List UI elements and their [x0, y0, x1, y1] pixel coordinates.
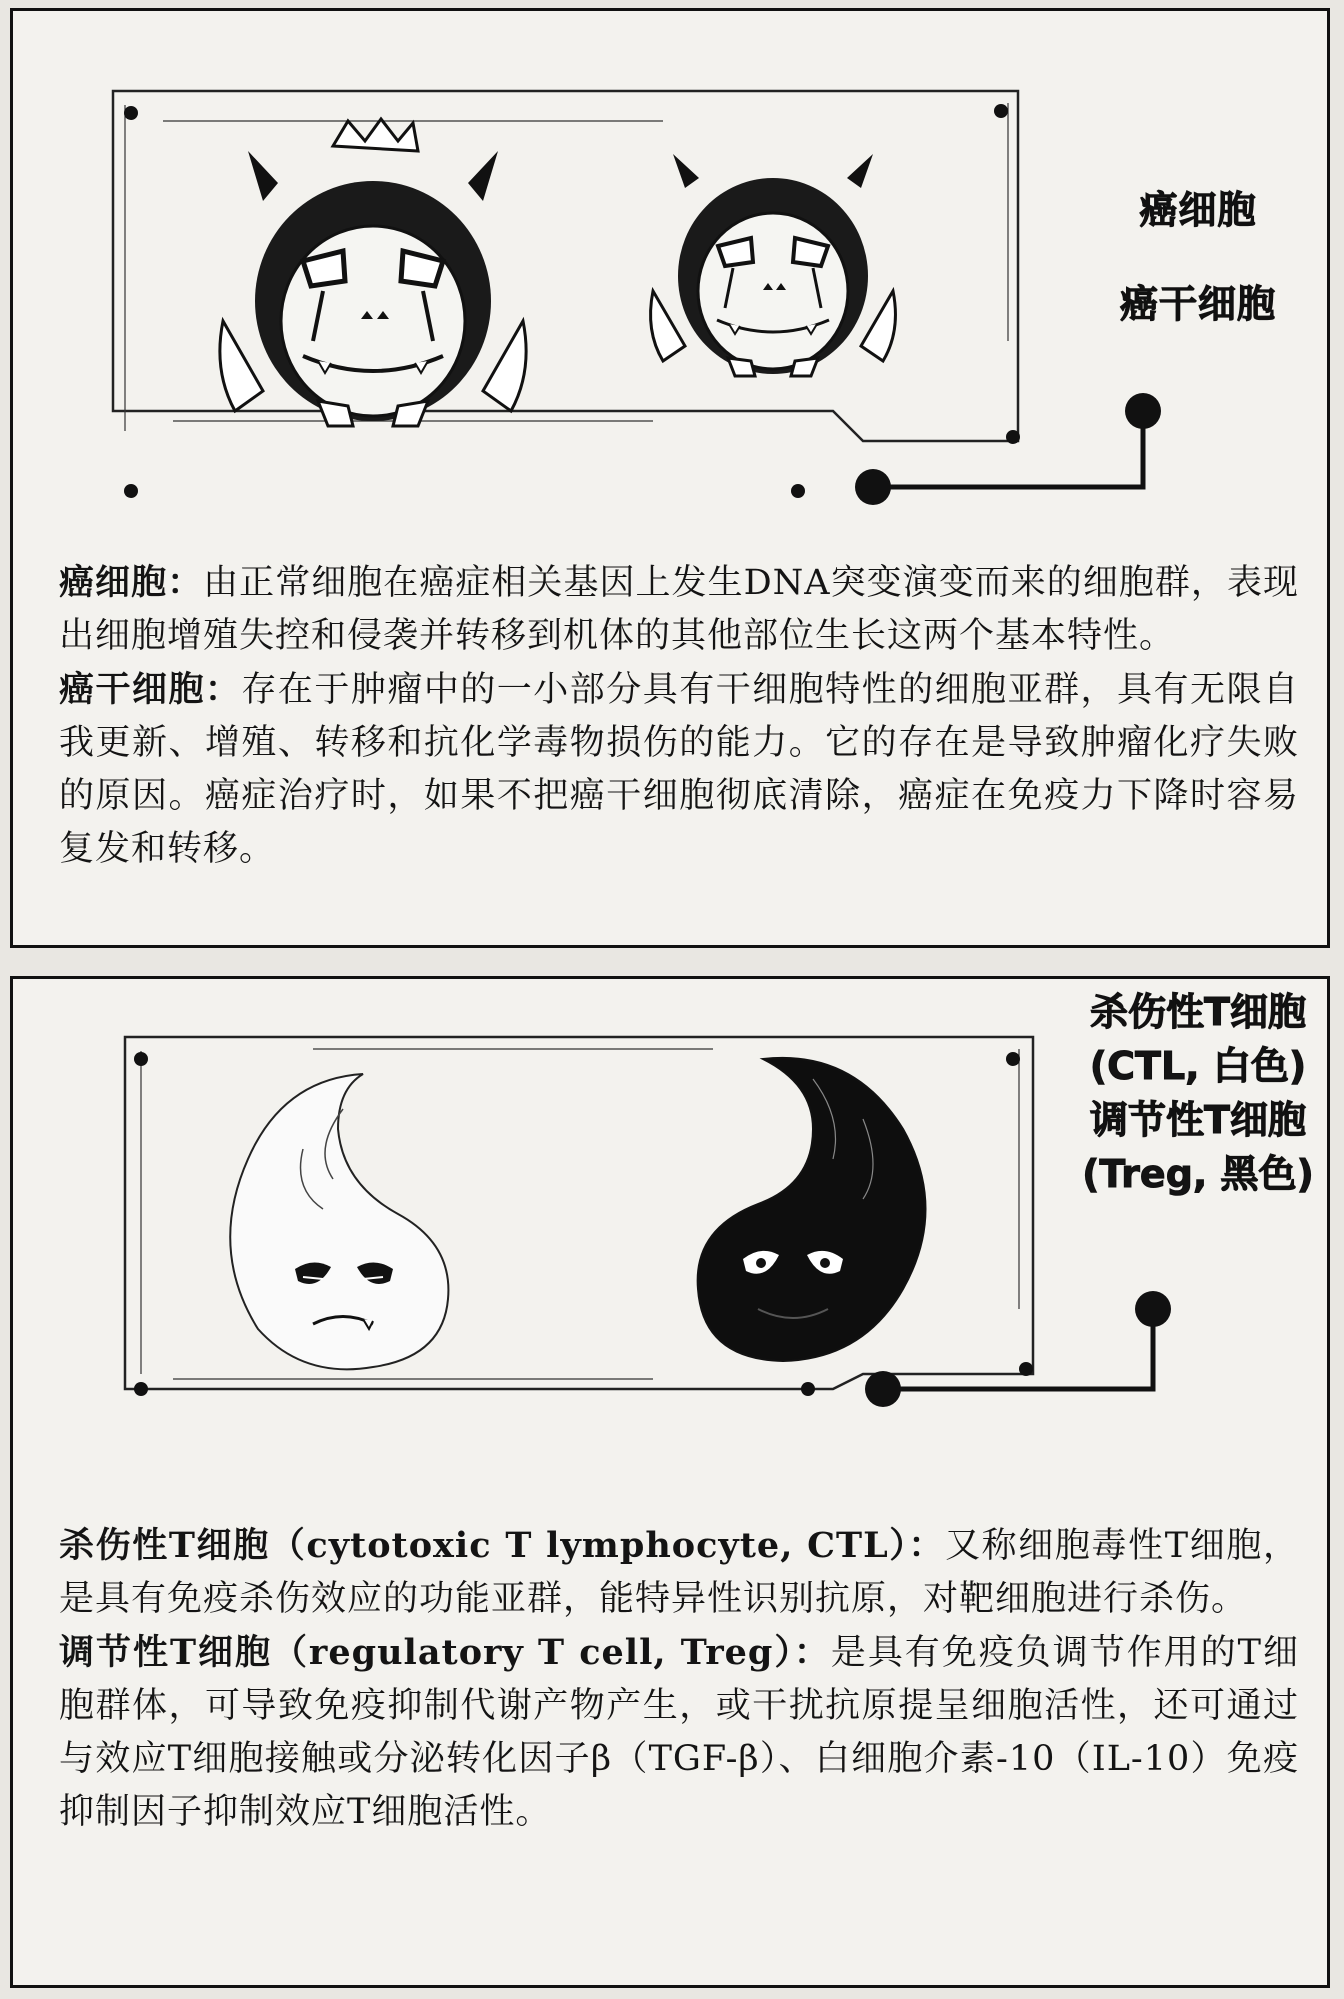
treg-label-line2: (Treg, 黑色) [1082, 1152, 1314, 1196]
definition-term: 杀伤性T细胞（cytotoxic T lymphocyte, CTL）： [59, 1525, 946, 1566]
definition-text: 由正常细胞在癌症相关基因上发生DNA突变演变而来的细胞群，表现出细胞增殖失控和侵袭并转移到机体的其他部位生长这两个基本特性。 [59, 563, 1299, 656]
ctl-label [1053, 985, 1343, 1093]
definition-paragraph [59, 663, 1299, 876]
ctl-label-line1: 杀伤性T细胞 [1090, 990, 1306, 1034]
definition-text: 存在于肿瘤中的一小部分具有干细胞特性的细胞亚群，具有无限自我更新、增殖、转移和抗化学毒物损伤的能力。它的存在是导致肿瘤化疗失败的原因。癌症治疗时，如果不把癌干细胞彻底清除，癌症在免疫力下降时容易复发和转移。 [59, 670, 1299, 869]
ctl-character [230, 1074, 448, 1369]
treg-label [1053, 1093, 1343, 1201]
cancer-cell-panel [10, 8, 1330, 948]
definition-paragraph [59, 1626, 1299, 1839]
cancer-cell-illustration [13, 11, 1333, 531]
treg-label-line1: 调节性T细胞 [1090, 1098, 1306, 1142]
cancer-cell-label: 癌细胞 [1139, 188, 1257, 232]
definition-term: 癌干细胞： [59, 669, 242, 710]
connector-line [873, 411, 1143, 487]
t-cell-description [59, 1519, 1299, 1839]
ctl-label-line2: (CTL, 白色) [1089, 1044, 1307, 1088]
connector-line [883, 1309, 1153, 1389]
definition-text: 又称细胞毒性T细胞，是具有免疫杀伤效应的功能亚群，能特异性识别抗原，对靶细胞进行杀伤。 [59, 1526, 1299, 1619]
t-cell-panel [10, 976, 1330, 1988]
definition-paragraph [59, 556, 1299, 663]
definition-text: 是具有免疫负调节作用的T细胞群体，可导致免疫抑制代谢产物产生，或干扰抗原提呈细胞活性，还可通过与效应T细胞接触或分泌转化因子β（TGF-β）、白细胞介素-10（IL-10）免疫抑制因子抑制效应T细胞活性。 [59, 1633, 1299, 1832]
cancer-cell-character [220, 119, 526, 426]
treg-character [698, 1058, 926, 1361]
definition-paragraph [59, 1519, 1299, 1626]
cancer-stem-cell-label: 癌干细胞 [1119, 282, 1276, 326]
cancer-stem-cell-character [651, 154, 896, 376]
definition-term: 调节性T细胞（regulatory T cell, Treg）： [59, 1632, 831, 1673]
definition-term: 癌细胞： [59, 562, 204, 603]
cancer-cell-description [59, 556, 1299, 876]
